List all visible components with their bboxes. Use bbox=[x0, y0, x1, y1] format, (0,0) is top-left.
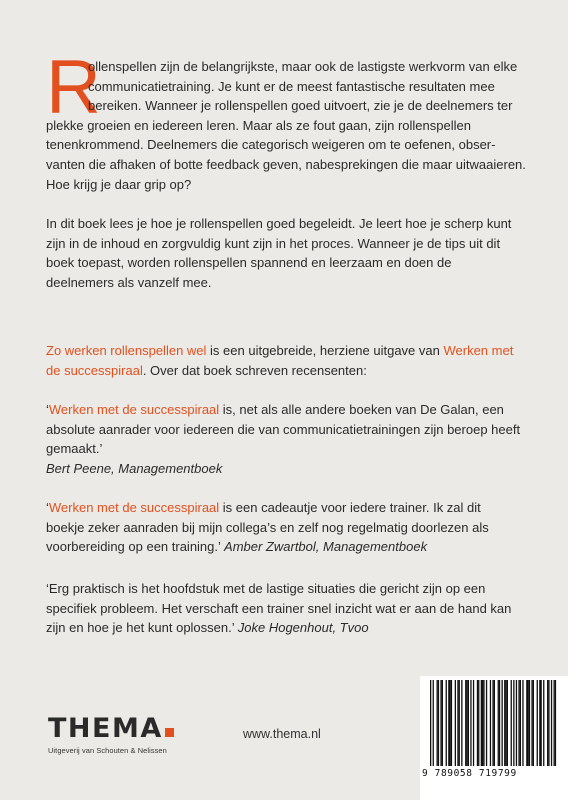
intro-line: vanten die afhaken of botte feedback geven, nabesprekingen die maar uitwaaieren. bbox=[46, 157, 526, 172]
review-attribution: Amber Zwartbol, Managementboek bbox=[224, 539, 428, 555]
barcode-bar bbox=[466, 680, 467, 766]
barcode-bar bbox=[554, 680, 555, 766]
barcode-bar bbox=[465, 680, 466, 766]
logo-square-icon bbox=[165, 728, 174, 737]
barcode-bar bbox=[498, 680, 499, 766]
review-attribution: Joke Hogenhout, Tvoo bbox=[237, 620, 369, 636]
intro-line: communicatietraining. Je kunt er de meest fantastische resultaten mee bbox=[88, 78, 495, 94]
intro-line: ollenspellen zijn de belangrijkste, maar ook de lastigste werkvorm van elke bbox=[88, 59, 518, 74]
intro-line: tenenkrommend. Deelnemers die categorisch weigeren om te oefenen, obser- bbox=[46, 137, 496, 153]
barcode-bar bbox=[478, 680, 479, 766]
barcode-bar bbox=[543, 680, 544, 766]
drop-cap: R bbox=[46, 45, 101, 130]
barcode-bar bbox=[473, 680, 474, 766]
barcode-bar bbox=[541, 680, 542, 766]
review-text: is, net als alle andere boeken van De Galan, een absolute aanrader voor iedereen die van communicatietrainingen zijn beroep heeft gemaakt.’ bbox=[46, 402, 521, 457]
barcode-bar bbox=[446, 680, 447, 766]
barcode-bar bbox=[533, 680, 534, 766]
logo-wordmark: THEMA bbox=[48, 713, 163, 744]
barcode-bar bbox=[438, 680, 439, 766]
barcode-bar bbox=[482, 680, 483, 766]
barcode-bar bbox=[492, 680, 493, 766]
review-quote bbox=[46, 400, 522, 478]
barcode-bar bbox=[551, 680, 552, 766]
barcode-bar bbox=[499, 680, 500, 766]
barcode-bar bbox=[481, 680, 482, 766]
barcode-bar bbox=[511, 680, 512, 766]
barcode-bar bbox=[539, 680, 540, 766]
barcode-bar bbox=[468, 680, 469, 766]
barcode-bar bbox=[548, 680, 549, 766]
barcode-bar bbox=[520, 680, 521, 766]
intro-line: plekke groeien en iedereen leren. Maar als ze fout gaan, zijn rollenspellen bbox=[46, 117, 471, 133]
barcode-bar bbox=[547, 680, 548, 766]
barcode-bar bbox=[455, 680, 456, 766]
barcode-bar bbox=[448, 680, 449, 766]
barcode-bar bbox=[494, 680, 495, 766]
barcode-bar bbox=[555, 680, 556, 766]
barcode-bar bbox=[477, 680, 478, 766]
previous-book-title: Werken met de successpiraal bbox=[46, 343, 514, 378]
barcode-label bbox=[420, 676, 568, 800]
barcode-bar bbox=[461, 680, 462, 766]
barcode-bar bbox=[531, 680, 532, 766]
barcode-bar bbox=[450, 680, 451, 766]
body-paragraph: In dit boek lees je hoe je rollenspellen goed begeleidt. Je leert hoe je scherp kunt zijn in de inhoud en zorgvuldig kunt zijn in het proces. Wanneer je de tips uit dit boek toepast, worden rollenspellen spannend en leerzaam en doen de deelnemers als vanzelf mee. bbox=[46, 216, 512, 290]
publisher-tagline: Uitgeverij van Schouten & Nelissen bbox=[48, 746, 167, 755]
review-quote bbox=[46, 498, 522, 557]
current-book-title: Zo werken rollenspellen wel bbox=[46, 343, 207, 358]
barcode-bar bbox=[522, 680, 523, 766]
barcode-bar bbox=[516, 680, 517, 766]
barcode-bar bbox=[451, 680, 452, 766]
review-book-title: Werken met de successpiraal bbox=[48, 500, 220, 515]
review-text: ‘Erg praktisch is het hoofdstuk met de lastige situaties die gericht zijn op een specifiek probleem. Het verschaft een trainer snel inzicht wat er aan de hand kan zijn en hoe je het kunt oplossen.’ bbox=[46, 581, 512, 636]
quote-mark: ‘ bbox=[46, 500, 49, 515]
publisher-url: www.thema.nl bbox=[243, 727, 321, 741]
barcode-bar bbox=[437, 680, 438, 766]
edition-text: is een uitgebreide, herziene uitgave van bbox=[206, 343, 444, 358]
review-book-title: Werken met de successpiraal bbox=[48, 402, 220, 417]
barcode-bar bbox=[483, 680, 484, 766]
barcode-bar bbox=[529, 680, 530, 766]
barcode-bar bbox=[457, 680, 458, 766]
review-text: is een cadeautje voor iedere trainer. Ik zal dit boekje zeker aanraden bij mijn collega’s en zelf nog regelmatig doorlezen als voorbereiding op een training.’ bbox=[46, 500, 489, 555]
barcode-bar bbox=[526, 680, 527, 766]
barcode-bar bbox=[502, 680, 503, 766]
barcode-bar bbox=[528, 680, 529, 766]
review-quote bbox=[46, 579, 522, 638]
barcode-bar bbox=[440, 680, 441, 766]
barcode-bar bbox=[430, 680, 431, 766]
barcode-bar bbox=[513, 680, 514, 766]
intro-line: Hoe krijg je daar grip op? bbox=[46, 176, 192, 192]
barcode-bar bbox=[433, 680, 434, 766]
barcode-bar bbox=[459, 680, 460, 766]
isbn-number: 9 789058 719799 bbox=[422, 768, 517, 779]
edition-text: . Over dat boek schreven recensenten: bbox=[142, 362, 367, 378]
barcode-icon bbox=[430, 680, 558, 768]
review-attribution: Bert Peene, Managementboek bbox=[46, 460, 223, 476]
barcode-bar bbox=[470, 680, 471, 766]
quote-mark: ‘ bbox=[46, 402, 49, 417]
intro-line: bereiken. Wanneer je rollenspellen goed uitvoert, zie je de deelnemers ter bbox=[88, 98, 513, 114]
barcode-bar bbox=[505, 680, 506, 766]
barcode-bar bbox=[442, 680, 443, 766]
barcode-bar bbox=[537, 680, 538, 766]
barcode-bar bbox=[490, 680, 491, 766]
publisher-logo bbox=[48, 714, 174, 755]
barcode-bar bbox=[507, 680, 508, 766]
barcode-bar bbox=[486, 680, 487, 766]
edition-note bbox=[46, 341, 522, 380]
barcode-bar bbox=[504, 680, 505, 766]
barcode-bar bbox=[518, 680, 519, 766]
